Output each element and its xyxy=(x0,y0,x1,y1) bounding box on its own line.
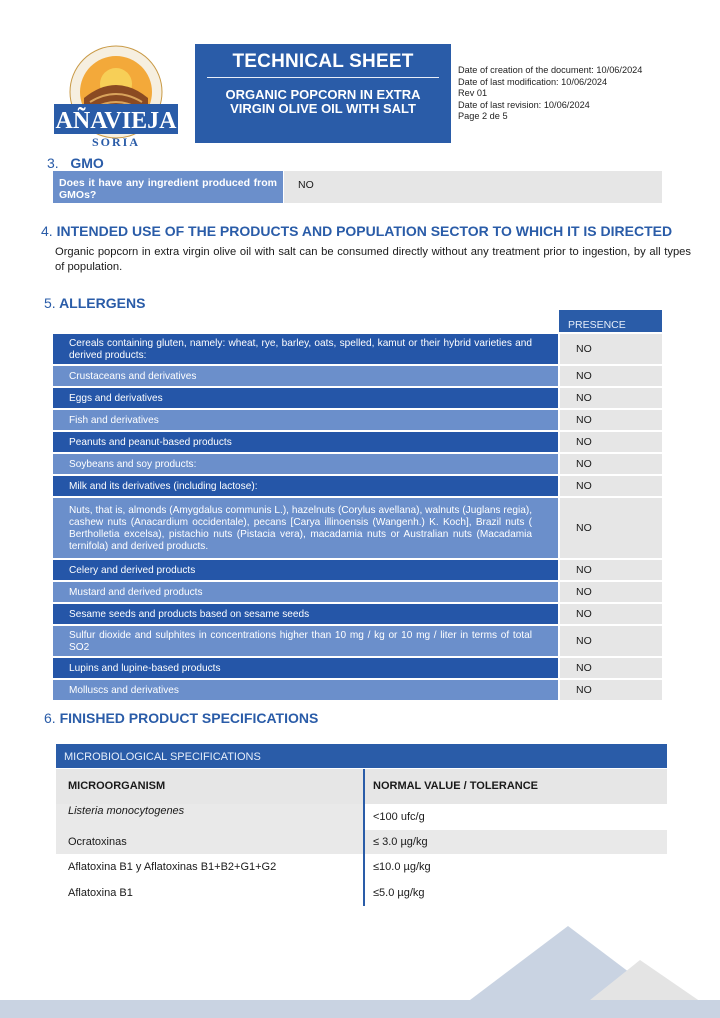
section-gmo-heading: 3. GMO xyxy=(47,155,104,171)
allergen-row xyxy=(53,680,662,700)
allergen-presence: NO xyxy=(560,604,662,624)
presence-column-header: PRESENCE xyxy=(559,310,662,332)
table-row xyxy=(56,880,667,906)
section-intended-use-heading: 4. INTENDED USE OF THE PRODUCTS AND POPULATION SECTOR TO WHICH IT IS DIRECTED xyxy=(41,223,673,239)
tolerance-value: ≤ 3.0 µg/kg xyxy=(363,830,667,854)
logo-brand-name: AÑAVIEJA xyxy=(55,108,177,134)
tolerance-value: <100 ufc/g xyxy=(363,804,667,830)
allergen-presence: NO xyxy=(560,388,662,408)
allergen-row xyxy=(53,498,662,558)
allergen-row xyxy=(53,410,662,430)
tolerance-value: ≤5.0 µg/kg xyxy=(363,880,667,906)
allergen-row xyxy=(53,626,662,656)
gmo-answer: NO xyxy=(284,171,662,203)
gmo-question: Does it have any ingredient produced from GMOs? xyxy=(53,171,283,203)
logo-place: SORIA xyxy=(91,135,141,149)
microorganism-name: Aflatoxina B1 y Aflatoxinas B1+B2+G1+G2 xyxy=(68,860,277,873)
column-normal-value: NORMAL VALUE / TOLERANCE xyxy=(363,769,667,804)
allergen-presence: NO xyxy=(560,432,662,452)
page-number: Page 2 de 5 xyxy=(458,111,508,122)
allergen-row xyxy=(53,388,662,408)
table-row xyxy=(56,804,667,830)
allergen-label: Lupins and lupine-based products xyxy=(53,658,558,678)
allergen-presence: NO xyxy=(560,560,662,580)
allergen-row xyxy=(53,454,662,474)
document-metadata xyxy=(458,65,642,123)
allergen-label: Mustard and derived products xyxy=(53,582,558,602)
allergen-label: Sesame seeds and products based on sesame seeds xyxy=(53,604,558,624)
allergen-presence: NO xyxy=(560,658,662,678)
modification-date: Date of last modification: 10/06/2024 xyxy=(458,76,608,87)
table-row xyxy=(56,854,667,880)
allergens-table xyxy=(53,334,662,702)
allergen-presence: NO xyxy=(560,582,662,602)
allergen-presence: NO xyxy=(560,476,662,496)
allergen-row xyxy=(53,334,662,364)
allergen-label: Peanuts and peanut-based products xyxy=(53,432,558,452)
allergen-presence: NO xyxy=(560,410,662,430)
allergen-label: Soybeans and soy products: xyxy=(53,454,558,474)
anavieja-logo xyxy=(46,42,186,150)
column-microorganism: MICROORGANISM xyxy=(68,780,166,792)
allergen-label: Cereals containing gluten, namely: wheat, rye, barley, oats, spelled, kamut or their hybrid varieties and derived products: xyxy=(53,334,558,364)
allergen-label: Nuts, that is, almonds (Amygdalus communis L.), hazelnuts (Corylus avellana), walnuts (Juglans regia), cashew nuts (Anacardium occidentale), pecans [Carya illinoensis (Wangenh.) K. Koch], Brazil nuts ( Bertholletia excelsa), pistachio nuts (Pistacia vera), macadamia nuts or Australian nuts (Macadamia ternifola) and derived products. xyxy=(53,498,558,558)
microorganism-name: Aflatoxina B1 xyxy=(68,886,133,899)
allergen-presence: NO xyxy=(560,334,662,364)
intended-use-text: Organic popcorn in extra virgin olive oil with salt can be consumed directly without any treatment prior to ingestion, by all types of population. xyxy=(55,246,691,273)
allergen-presence: NO xyxy=(560,498,662,558)
section-allergens-heading: 5. ALLERGENS xyxy=(44,295,146,311)
footer-mountain-graphic xyxy=(0,920,720,1018)
microbiological-table xyxy=(56,744,667,906)
table-row xyxy=(56,830,667,854)
title-box xyxy=(195,44,451,143)
allergen-row xyxy=(53,604,662,624)
allergen-label: Fish and derivatives xyxy=(53,410,558,430)
allergen-row xyxy=(53,582,662,602)
creation-date: Date of creation of the document: 10/06/2024 xyxy=(458,65,643,75)
allergen-label: Milk and its derivatives (including lactose): xyxy=(53,476,558,496)
allergen-label: Eggs and derivatives xyxy=(53,388,558,408)
microorganism-name: Ocratoxinas xyxy=(68,835,127,848)
allergen-label: Sulfur dioxide and sulphites in concentrations higher than 10 mg / kg or 10 mg / liter in terms of total SO2 xyxy=(53,626,558,656)
section-specifications-heading: 6. FINISHED PRODUCT SPECIFICATIONS xyxy=(44,710,319,726)
title-divider xyxy=(207,77,439,78)
allergen-label: Celery and derived products xyxy=(53,560,558,580)
allergen-presence: NO xyxy=(560,366,662,386)
allergen-row xyxy=(53,658,662,678)
microbiological-table-header xyxy=(56,769,667,804)
microorganism-name: Listeria monocytogenes xyxy=(56,804,363,830)
allergen-row xyxy=(53,560,662,580)
revision-number: Rev 01 xyxy=(458,88,488,99)
allergen-row xyxy=(53,476,662,496)
revision-date: Date of last revision: 10/06/2024 xyxy=(458,99,590,110)
product-title: ORGANIC POPCORN IN EXTRA VIRGIN OLIVE OIL WITH SALT xyxy=(225,87,421,116)
microbiological-table-title: MICROBIOLOGICAL SPECIFICATIONS xyxy=(56,744,667,768)
allergen-presence: NO xyxy=(560,454,662,474)
allergen-presence: NO xyxy=(560,626,662,656)
tolerance-value: ≤10.0 µg/kg xyxy=(363,854,667,880)
allergen-row xyxy=(53,366,662,386)
document-title: TECHNICAL SHEET xyxy=(232,51,414,72)
allergen-label: Molluscs and derivatives xyxy=(53,680,558,700)
allergen-label: Crustaceans and derivatives xyxy=(53,366,558,386)
allergen-presence: NO xyxy=(560,680,662,700)
allergen-row xyxy=(53,432,662,452)
